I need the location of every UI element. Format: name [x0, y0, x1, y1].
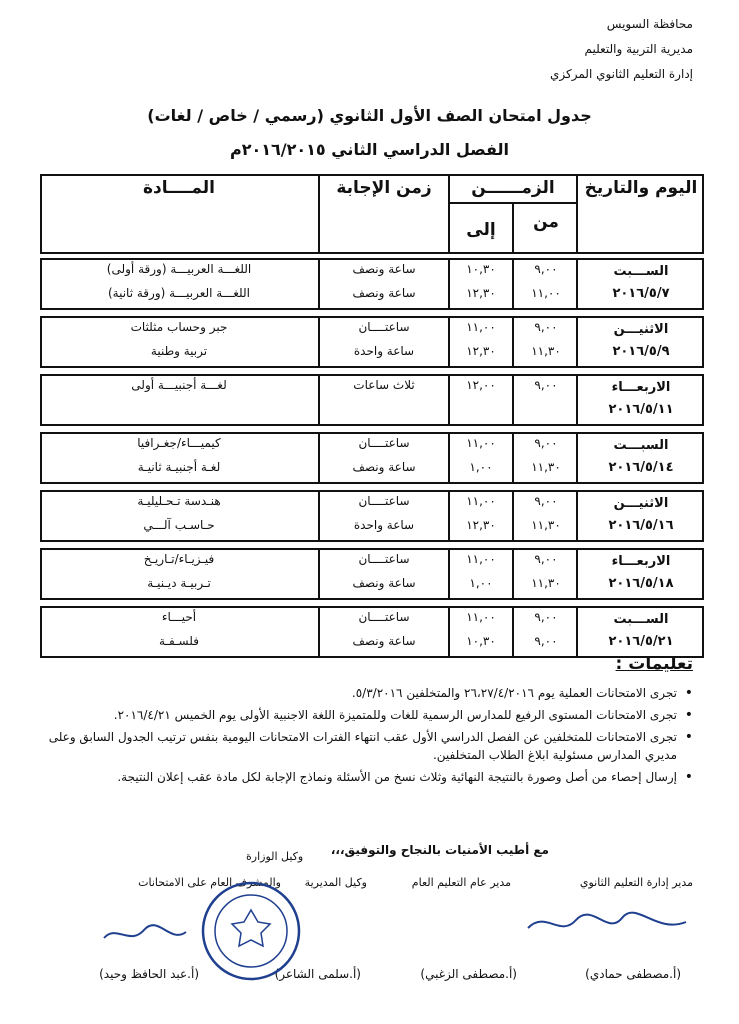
- time-to-cell: ١٢,٣٠: [466, 286, 496, 300]
- subject-cell: اللغـــة العربيـــة (ورقة أولى): [106, 262, 252, 276]
- duration-cell: ساعتــــان: [358, 552, 410, 566]
- time-to-cell: ١١,٠٠: [466, 320, 496, 334]
- subject-cell: اللغـــة العربيـــة (ورقة ثانية): [107, 286, 251, 300]
- day-name: الاربعـــاء: [611, 554, 671, 569]
- instruction-item: • إرسال إحصاء من أصل وصورة بالنتيجة النهائية وثلاث نسخ من الأسئلة ونماذج الإجابة لكل مادة عقب إعلان النتيجة.: [33, 768, 693, 786]
- instruction-item: • تجرى الامتحانات العملية يوم ٢٦،٢٧/٤/٢٠١٦ والمتخلفين ٥/٣/٢٠١٦.: [33, 684, 693, 702]
- time-from-cell: ٩,٠٠: [534, 262, 558, 276]
- subject-cell: هنـدسة تـحـليليـة: [137, 494, 221, 508]
- time-from-cell: ١١,٣٠: [531, 576, 561, 590]
- closing-wishes: مع أطيب الأمنيات بالنجاح والتوفيق،،،: [330, 843, 549, 857]
- time-from-cell: ١١,٣٠: [531, 460, 561, 474]
- time-to-cell: ١٢,٣٠: [466, 518, 496, 532]
- signature-name-2: (أ.مصطفى الزغبي): [420, 967, 517, 981]
- time-to-cell: ١٢,٣٠: [466, 344, 496, 358]
- day-name: الاثنيـــن: [613, 322, 669, 337]
- exam-schedule-table: [40, 174, 704, 649]
- day-date: ٢٠١٦/٥/٢١: [608, 634, 674, 649]
- day-date: ٢٠١٦/٥/١٤: [608, 460, 674, 475]
- directorate-line: مديرية التربية والتعليم: [584, 42, 693, 56]
- subject-cell: أحيـــاء: [161, 610, 197, 624]
- signature-role-exam-supervisor: والمشرف العام على الامتحانات: [138, 876, 281, 889]
- subject-cell: تربية وطنية: [150, 344, 208, 358]
- subject-cell: كيميـــاء/جغـرافيا: [137, 436, 221, 450]
- administration-line: إدارة التعليم الثانوي المركزي: [550, 67, 693, 81]
- time-from-cell: ٩,٠٠: [534, 436, 558, 450]
- day-name: الاربعـــاء: [611, 380, 671, 395]
- time-to-cell: ١,٠٠: [469, 460, 493, 474]
- time-from-cell: ١١,٠٠: [531, 286, 561, 300]
- day-name: الاثنيـــن: [613, 496, 669, 511]
- subject-cell: جبر وحساب مثلثات: [130, 320, 228, 334]
- subject-cell: لغـة أجنبيـة ثانيـة: [137, 460, 221, 474]
- duration-cell: ساعتــــان: [358, 610, 410, 624]
- time-from-cell: ٩,٠٠: [534, 634, 558, 648]
- letterhead: [550, 12, 693, 87]
- day-date: ٢٠١٦/٥/١١: [608, 402, 674, 417]
- subject-cell: حـاسـب آلـــي: [143, 518, 215, 532]
- duration-cell: ساعة واحدة: [353, 344, 415, 358]
- duration-cell: ساعتــــان: [358, 494, 410, 508]
- subject-cell: فيـزيـاء/تـاريـخ: [143, 552, 215, 566]
- subject-cell: فلسـفـة: [159, 634, 199, 648]
- time-to-cell: ١,٠٠: [469, 576, 493, 590]
- header-day-date: اليوم والتاريخ: [584, 178, 698, 198]
- signature-name-3: (أ.سلمى الشاعر): [274, 967, 361, 981]
- time-to-cell: ١١,٠٠: [466, 552, 496, 566]
- signature-role-secondary-director: مدير إدارة التعليم الثانوي: [579, 876, 693, 889]
- time-to-cell: ١٠,٣٠: [466, 634, 496, 648]
- header-time: الزمــــــن: [471, 178, 555, 198]
- time-from-cell: ٩,٠٠: [534, 610, 558, 624]
- signature-name-4: (أ.عبد الحافظ وحيد): [99, 967, 199, 981]
- day-date: ٢٠١٦/٥/٩: [612, 344, 670, 359]
- signature-role-deputy: وكيل المديرية: [304, 876, 367, 889]
- time-from-cell: ٩,٠٠: [534, 378, 558, 392]
- time-from-cell: ١١,٣٠: [531, 518, 561, 532]
- instruction-item: • تجرى الامتحانات المستوى الرفيع للمدارس الرسمية للغات وللمتميزة اللغة الاجنبية الأولى يوم الخميس ٢٠١٦/٤/٢١.: [33, 706, 693, 724]
- duration-cell: ساعتــــان: [358, 320, 410, 334]
- time-from-cell: ١١,٣٠: [531, 344, 561, 358]
- duration-cell: ساعة واحدة: [353, 518, 415, 532]
- instructions-title: تعليمات :: [615, 654, 693, 674]
- duration-cell: ساعتــــان: [358, 436, 410, 450]
- term-title: الفصل الدراسي الثاني ٢٠١٦/٢٠١٥م: [229, 140, 510, 159]
- day-date: ٢٠١٦/٥/٧: [612, 286, 670, 301]
- day-name: السبـــت: [613, 438, 669, 453]
- duration-cell: ساعة ونصف: [352, 634, 416, 648]
- time-to-cell: ١٢,٠٠: [466, 378, 496, 392]
- duration-cell: ساعة ونصف: [352, 576, 416, 590]
- time-to-cell: ١١,٠٠: [466, 436, 496, 450]
- time-to-cell: ١٠,٣٠: [466, 262, 496, 276]
- instruction-item: • تجرى الامتحانات للمتخلفين عن الفصل الدراسي الأول عقب انتهاء الفترات الامتحانات اليومية بنفس ترتيب الجدول السابق وعلى مديري المدارس مسئولية ابلاغ الطلاب المتخلفين.: [33, 728, 693, 764]
- duration-cell: ساعة ونصف: [352, 286, 416, 300]
- governorate-line: محافظة السويس: [606, 17, 693, 31]
- day-name: الســـبت: [613, 264, 669, 279]
- day-date: ٢٠١٦/٥/١٦: [608, 518, 674, 533]
- signature-name-1: (أ.مصطفى حمادي): [585, 967, 681, 981]
- duration-cell: ساعة ونصف: [352, 262, 416, 276]
- time-from-cell: ٩,٠٠: [534, 552, 558, 566]
- time-to-cell: ١١,٠٠: [466, 494, 496, 508]
- header-to: إلى: [466, 220, 496, 240]
- handwritten-signature-icon: [100, 920, 190, 950]
- subject-cell: لغـــة أجنبيـــة أولى: [131, 378, 227, 392]
- subject-cell: تـربيـة ديـنيـة: [147, 576, 211, 590]
- time-to-cell: ١١,٠٠: [466, 610, 496, 624]
- instructions-list: [33, 684, 693, 790]
- time-from-cell: ٩,٠٠: [534, 320, 558, 334]
- schedule-title: جدول امتحان الصف الأول الثانوي (رسمي / خاص / لغات): [147, 106, 592, 125]
- handwritten-signature-icon: [522, 906, 692, 946]
- vice-minister-label: وكيل الوزارة: [246, 850, 304, 863]
- duration-cell: ساعة ونصف: [352, 460, 416, 474]
- signature-role-general-director: مدير عام التعليم العام: [411, 876, 511, 889]
- time-from-cell: ٩,٠٠: [534, 494, 558, 508]
- day-name: الســـبت: [613, 612, 669, 627]
- header-subject: المــــادة: [143, 178, 215, 198]
- day-date: ٢٠١٦/٥/١٨: [608, 576, 674, 591]
- header-duration: زمن الإجابة: [336, 178, 432, 198]
- header-from: من: [533, 212, 559, 232]
- duration-cell: ثلاث ساعات: [353, 378, 415, 392]
- official-seal-icon: [196, 876, 306, 986]
